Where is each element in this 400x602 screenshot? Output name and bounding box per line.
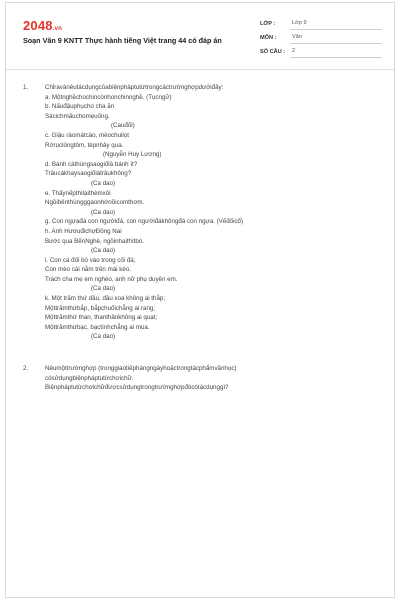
question-line: g. Con ngựađá con ngườiđá, con ngườiđákhôngđá con ngựa. (Vếđốicổ) [45, 218, 244, 226]
document-page [5, 2, 395, 598]
question-line: (Ca dao) [91, 285, 116, 293]
question-item [23, 83, 380, 342]
question-line: Rớrụclòngtôm, tépnhảy qua. [45, 141, 124, 149]
logo-suffix: .vn [52, 26, 63, 32]
question-line: Mộttrămthứbạc, bạctìnhchẳng ai mua. [45, 323, 150, 331]
meta-label: LỚP : [260, 21, 276, 27]
question-line: c. Giậu ràomátcào, mèochuilọt [45, 131, 129, 139]
document-title: Soạn Văn 9 KNTT Thực hành tiếng Việt trang 44 có đáp án [23, 36, 222, 45]
question-line: Sácichmấuchomẹuống. [45, 112, 110, 120]
question-line: Bước qua BếnNghé, ngồinhaithìtbò. [45, 237, 145, 245]
question-line: Nêumộttrườnghợp (tronggiaotiếphàngngàyhoặctrongtácphẩmvănhọc) [45, 365, 237, 373]
header-divider [6, 69, 394, 70]
question-line: Chỉravànêutácdụngcủabiệnpháptutừtrongcáctrườnghợpdướiđây: [45, 84, 224, 91]
question-line: d. Bánh cáthùngsaogiốlà bánh ít? [45, 160, 138, 168]
question-line: Trâucákhaysaogiốlàtrâukhông? [45, 170, 132, 178]
meta-label: MÔN : [260, 35, 277, 41]
question-line: Ngồibênthùngggaonhớnồicomthơm. [45, 199, 145, 207]
question-line: e. Thấynếpthìlạithèmxôi [45, 189, 111, 197]
question-line: Mộttrămthứ than, thanthânkhông ai quạt; [45, 314, 158, 322]
question-line: Mộttrămthứbắp, bắpchuốichẳng ai rang; [45, 304, 156, 312]
question-line: (Ca dao) [91, 208, 116, 216]
meta-label: SỐ CÂU : [260, 49, 286, 55]
question-list [23, 83, 380, 393]
question-line: cósửdụngbiệnpháptutừchơichữ. [45, 374, 134, 382]
question-line: i. Con cá đối bỏ vào trong cối đá; [45, 256, 136, 264]
question-line: (Ca dao) [91, 333, 116, 341]
meta-info [260, 16, 382, 58]
site-logo[interactable] [23, 18, 62, 33]
logo-main: 2048 [23, 18, 53, 33]
question-number: 2. [23, 365, 29, 373]
question-line: (Ca dao) [91, 247, 116, 255]
question-item [23, 364, 380, 393]
meta-value: 2 [290, 48, 382, 58]
question-line: h. Anh HươuđichợĐồng Nai [45, 227, 122, 235]
meta-row-class [260, 16, 382, 30]
meta-value: Lớp 9 [290, 20, 382, 30]
question-line: a. Mộtnghềchochincònhonchinnghề. (Tụcngữ) [45, 93, 172, 101]
question-line: (Cauđối) [111, 122, 135, 130]
meta-row-subject [260, 30, 382, 44]
question-line: k. Một trăm thứ dầu, dầu xoa không ai thắp; [45, 295, 166, 303]
document-header [6, 3, 394, 65]
meta-row-count [260, 44, 382, 58]
question-line: (Nguyễn Huy Lượng) [103, 151, 162, 159]
question-line: (Ca dao) [91, 179, 116, 187]
question-line: Biệnpháptutừchơichữđượcsửdụngtrongtrườnghợpđócótácdụnggì? [45, 384, 229, 392]
question-number: 1. [23, 84, 29, 91]
question-line: Trách cha mẹ em nghèo, anh nỡ phụ duyên em. [45, 275, 178, 283]
question-line: Con mèo cái nằm trên mái kèo. [45, 266, 131, 274]
question-line: b. Nấuđậuphụcho cha ăn [45, 103, 115, 111]
meta-value: Văn [290, 34, 382, 44]
